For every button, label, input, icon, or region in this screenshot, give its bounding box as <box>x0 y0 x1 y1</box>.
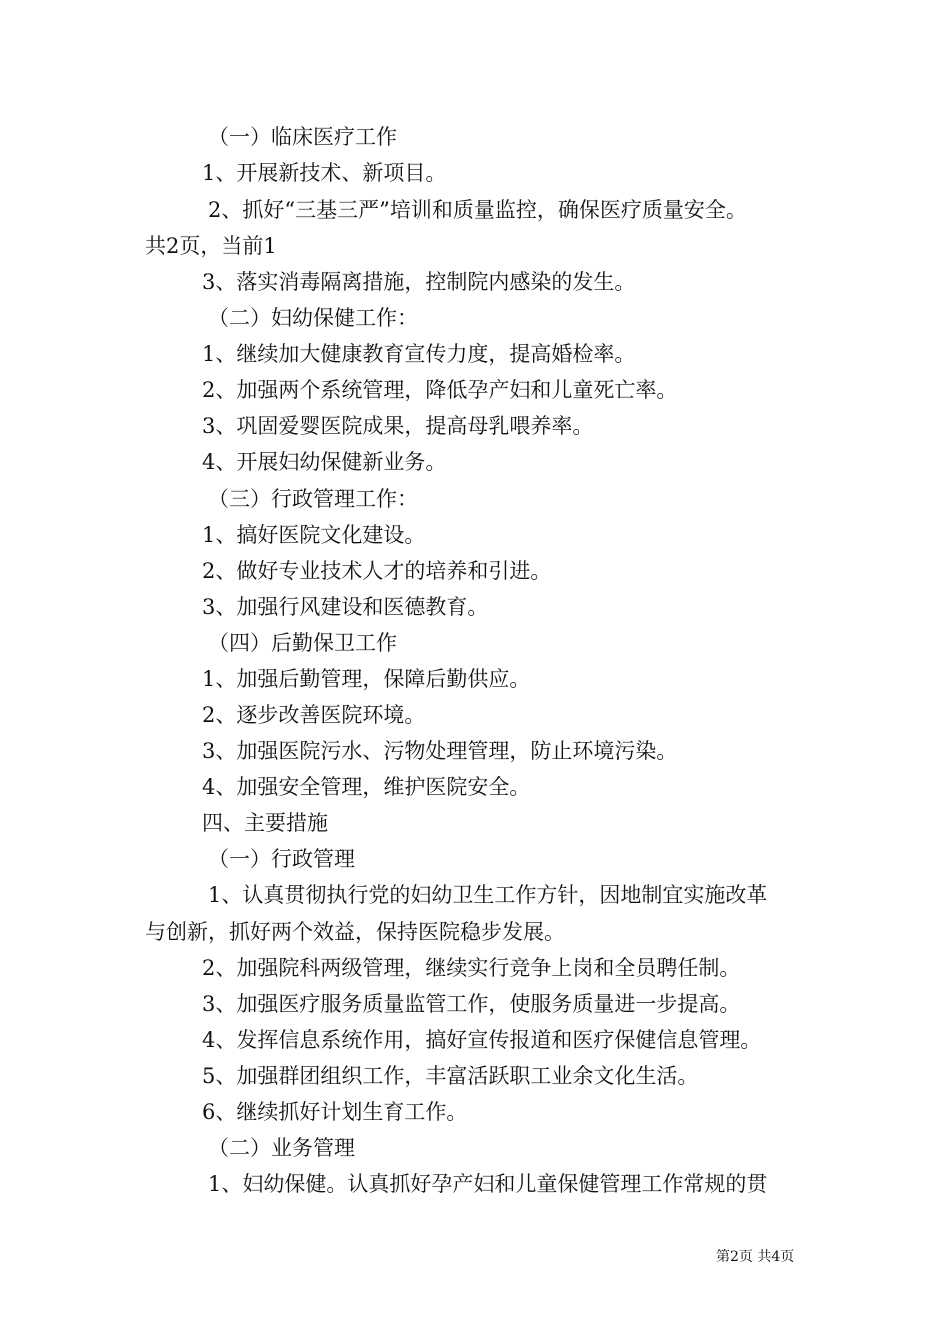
section-heading: （一）行政管理 <box>208 847 355 871</box>
section-heading: （三）行政管理工作： <box>208 487 418 511</box>
paragraph-line: 4、发挥信息系统作用，搞好宣传报道和医疗保健信息管理。 <box>202 1028 762 1052</box>
paragraph-line: 1、搞好医院文化建设。 <box>202 523 426 547</box>
paragraph-line: 1、加强后勤管理，保障后勤供应。 <box>202 667 531 691</box>
paragraph-line: 1、继续加大健康教育宣传力度，提高婚检率。 <box>202 342 636 366</box>
paragraph-line: 2、逐步改善医院环境。 <box>202 703 426 727</box>
paragraph-line: 1、妇幼保健。认真抓好孕产妇和儿童保健管理工作常规的贯 <box>208 1172 768 1196</box>
paragraph-line: 3、落实消毒隔离措施，控制院内感染的发生。 <box>202 270 636 294</box>
paragraph-line: 3、巩固爱婴医院成果，提高母乳喂养率。 <box>202 414 594 438</box>
paragraph-line: 2、做好专业技术人才的培养和引进。 <box>202 559 552 583</box>
paragraph-line: 6、继续抓好计划生育工作。 <box>202 1100 468 1124</box>
paragraph-line: 与创新，抓好两个效益，保持医院稳步发展。 <box>145 920 565 944</box>
page-number-footer: 第2页 共4页 <box>716 1249 795 1265</box>
paragraph-line: 3、加强医院污水、污物处理管理，防止环境污染。 <box>202 739 678 763</box>
paragraph-line: 3、加强行风建设和医德教育。 <box>202 595 489 619</box>
paragraph-line: 1、开展新技术、新项目。 <box>202 161 447 185</box>
paragraph-line: 2、抓好“三基三严”培训和质量监控，确保医疗质量安全。 <box>208 198 747 222</box>
paragraph-line: 2、加强院科两级管理，继续实行竞争上岗和全员聘任制。 <box>202 956 741 980</box>
paragraph-line: 1、认真贯彻执行党的妇幼卫生工作方针，因地制宜实施改革 <box>208 883 768 907</box>
section-heading: 四、主要措施 <box>202 811 328 835</box>
section-heading: （二）业务管理 <box>208 1136 355 1160</box>
paragraph-line: 共2页，当前1 <box>145 234 277 258</box>
paragraph-line: 4、加强安全管理，维护医院安全。 <box>202 775 531 799</box>
section-heading: （四）后勤保卫工作 <box>208 631 397 655</box>
paragraph-line: 3、加强医疗服务质量监管工作，使服务质量进一步提高。 <box>202 992 741 1016</box>
paragraph-line: 5、加强群团组织工作，丰富活跃职工业余文化生活。 <box>202 1064 699 1088</box>
paragraph-line: 2、加强两个系统管理，降低孕产妇和儿童死亡率。 <box>202 378 678 402</box>
paragraph-line: 4、开展妇幼保健新业务。 <box>202 450 447 474</box>
section-heading: （二）妇幼保健工作： <box>208 306 418 330</box>
section-heading: （一）临床医疗工作 <box>208 125 397 149</box>
